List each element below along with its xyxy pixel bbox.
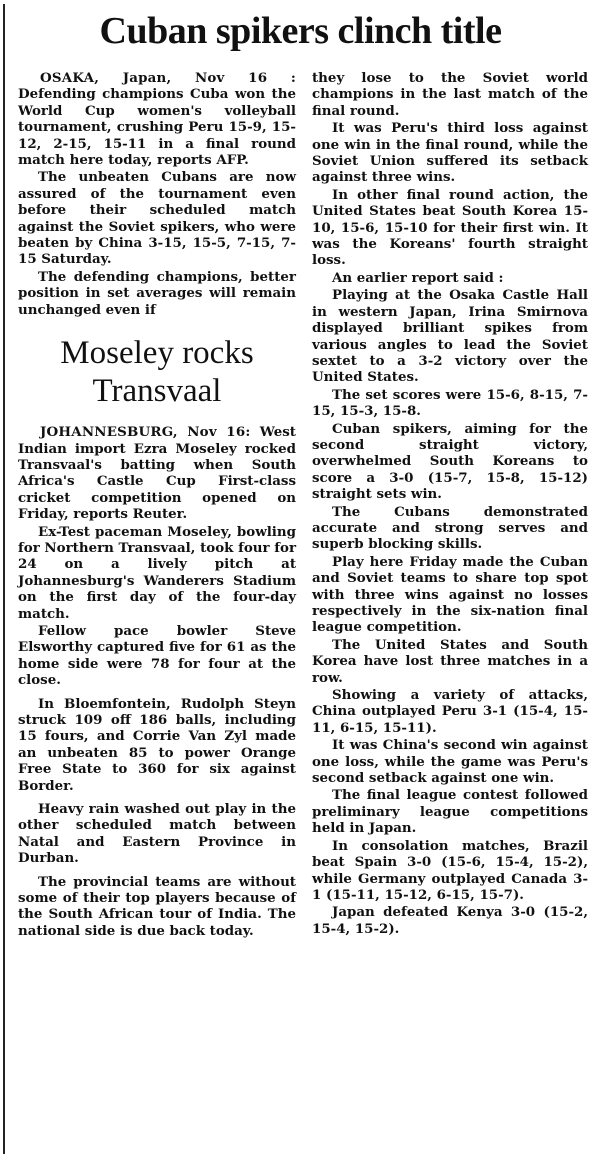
story2-paragraph: In Bloemfontein, Rudolph Steyn struck 109 off 186 balls, including 15 fours, and Corrie Van Zyl made an unbeaten 85 to power Orange Free State to 360 for six against Border. xyxy=(18,695,296,794)
story1-paragraph: The unbeaten Cubans are now assured of the tournament even before their scheduled match against the Soviet spikers, who were beaten by China 3-15, 15-5, 7-15, 7-15 Saturday. xyxy=(18,169,296,268)
story1-paragraph: The defending champions, better position in set averages will remain unchanged even if xyxy=(18,268,296,318)
story1-paragraph: It was Peru's third loss against one win in the final round, while the Soviet Union suffered its setback against three wins. xyxy=(312,120,588,186)
story1-paragraph: Showing a variety of attacks, China outplayed Peru 3-1 (15-4, 15-11, 6-15, 15-11). xyxy=(312,687,588,736)
story1-paragraph: The Cubans demonstrated accurate and strong serves and superb blocking skills. xyxy=(312,503,588,553)
story1-lead-text: Defending champions Cuba won the World Cup women's volleyball tournament, crushing Peru 15-9, 15-12, 2-15, 15-11 in a final round match here today, reports AFP. xyxy=(18,86,296,169)
story2-dateline: JOHANNESBURG, Nov 16: xyxy=(40,424,251,441)
right-column xyxy=(312,70,588,938)
story2-lead-paragraph xyxy=(18,424,296,522)
story1-continued-paragraph: they lose to the Soviet world champions in the last match of the final round. xyxy=(312,70,588,119)
story1-dateline: OSAKA, Japan, Nov 16 : xyxy=(40,70,296,86)
story2-paragraph: Heavy rain washed out play in the other scheduled match between Natal and Eastern Province in Durban. xyxy=(18,801,296,867)
story1-paragraph: Japan defeated Kenya 3-0 (15-2, 15-4, 15-2). xyxy=(312,904,588,937)
story2-headline-line1: Moseley rocks xyxy=(60,335,254,372)
story2-paragraph: Ex-Test paceman Moseley, bowling for Northern Transvaal, took four for 24 on a lively pitch at Johannesburg's Wanderers Stadium on the first day of the four-day match. xyxy=(18,523,296,622)
page-title: Cuban spikers clinch title xyxy=(99,10,502,52)
story2-paragraph: Fellow pace bowler Steve Elsworthy captured five for 61 as the home side were 78 for four at the close. xyxy=(18,622,296,689)
story1-paragraph: Cuban spikers, aiming for the second straight victory, overwhelmed South Koreans to score a 3-0 (15-7, 15-8, 15-12) straight sets win. xyxy=(312,420,588,503)
story1-paragraph: In other final round action, the United States beat South Korea 15-10, 15-6, 15-10 for their first win. It was the Koreans' fourth straight loss. xyxy=(312,186,588,269)
story1-paragraph: Play here Friday made the Cuban and Soviet teams to share top spot with three wins against no losses respectively in the six-nation final league competition. xyxy=(312,553,588,636)
story1-paragraph: It was China's second win against one loss, while the game was Peru's second setback against one win. xyxy=(312,737,588,787)
story1-paragraph: The set scores were 15-6, 8-15, 7-15, 15-3, 15-8. xyxy=(312,386,588,420)
story1-paragraph: The United States and South Korea have lost three matches in a row. xyxy=(312,636,588,686)
story1-paragraph: The final league contest followed preliminary league competitions held in Japan. xyxy=(312,787,588,837)
story1-lead-paragraph xyxy=(18,70,296,168)
story2-paragraph: The provincial teams are without some of their top players because of the South African tour of India. The national side is due back today. xyxy=(18,873,296,939)
story1-paragraph: In consolation matches, Brazil beat Spain 3-0 (15-6, 15-4, 15-2), while Germany outplayed Canada 3-1 (15-11, 15-12, 6-15, 15-7). xyxy=(312,837,588,903)
story2-headline-line2: Transvaal xyxy=(92,373,222,410)
story1-paragraph: An earlier report said : xyxy=(332,269,504,286)
story1-paragraph: Playing at the Osaka Castle Hall in western Japan, Irina Smirnova displayed brilliant spikes from various angles to lead the Soviet sextet to a 3-2 victory over the United States. xyxy=(312,287,588,386)
story2-headline xyxy=(18,334,296,410)
left-column xyxy=(18,70,296,940)
column-rule xyxy=(3,4,15,1154)
story2-lead-text: West Indian import Ezra Moseley rocked Transvaal's batting when South Africa's Castle Cup First-class cricket competition opened on Friday, reports Reuter. xyxy=(18,424,296,523)
